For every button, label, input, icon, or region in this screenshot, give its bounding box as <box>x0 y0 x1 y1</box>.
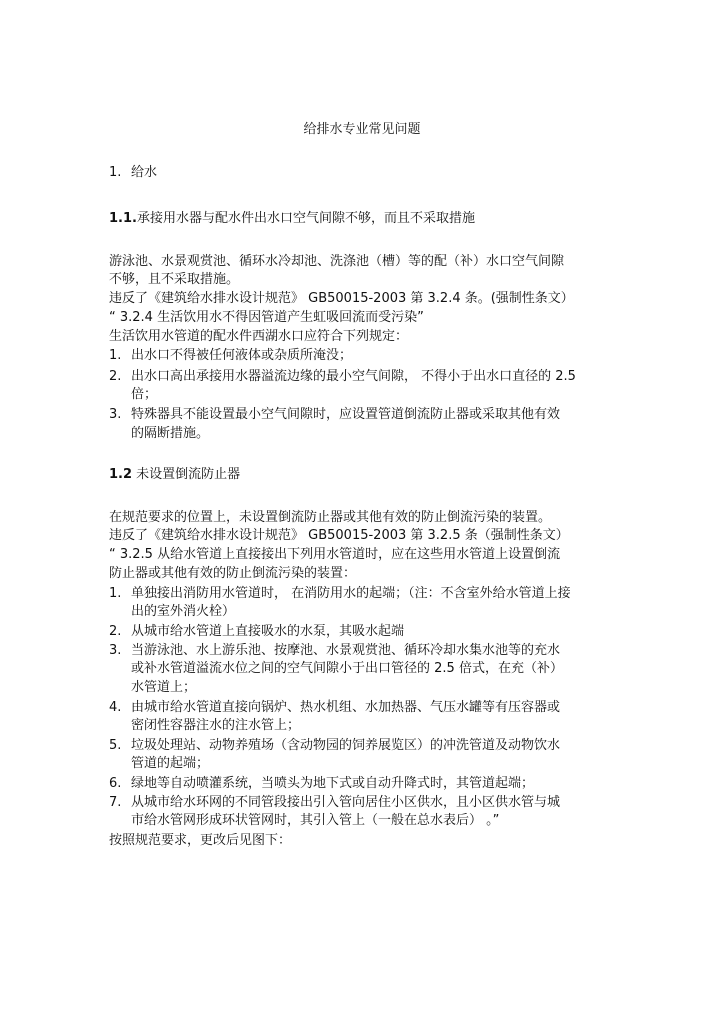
s12-violation: 违反了《建筑给水排水设计规范》 GB50015-2003 第 3.2.5 条（强制性条文） <box>109 528 569 543</box>
s11-item-2-number: 2. <box>109 369 122 384</box>
s11-item-1-line1: 出水口不得被任何液体或杂质所淹没； <box>131 348 353 363</box>
s12-item-3-line1: 当游泳池、水上游乐池、按摩池、水景观赏池、循环冷却水集水池等的充水 <box>131 643 561 658</box>
section-1-heading: 给水 <box>131 165 158 180</box>
s11-quote: “ 3.2.4 生活饮用水不得因管道产生虹吸回流而受污染” <box>109 310 424 325</box>
s12-closing: 按照规范要求，更改后见图下： <box>109 833 292 848</box>
s12-item-5-line2: 管道的起端； <box>131 756 210 771</box>
s12-item-5-number: 5. <box>109 738 122 753</box>
s11-para-line1: 游泳池、水景观赏池、循环水冷却池、洗涤池（槽）等的配（补）水口空气间隙 <box>109 254 565 269</box>
s12-item-4-line1: 由城市给水管道直接向锅炉、热水机组、水加热器、气压水罐等有压容器或 <box>131 700 561 715</box>
section-1-2-title: 未设置倒流防止器 <box>136 467 241 482</box>
document-title: 给排水专业常见问题 <box>303 122 421 137</box>
s11-item-2-line1: 出水口高出承接用水器溢流边缘的最小空气间隙， 不得小于出水口直径的 2.5 <box>131 369 576 384</box>
s11-item-3-line2: 的隔断措施。 <box>131 426 210 441</box>
s12-item-7-line2: 市给水管网形成环状管网时，其引入管上（一般在总水表后） 。” <box>131 813 500 828</box>
s12-item-7-line1: 从城市给水环网的不同管段接出引入管向居住小区供水，且小区供水管与城 <box>131 795 561 810</box>
s11-item-3-number: 3. <box>109 407 122 422</box>
section-1-number: 1. <box>109 165 122 180</box>
s12-item-2-line1: 从城市给水管道上直接吸水的水泵，其吸水起端 <box>131 624 405 639</box>
s12-item-3-number: 3. <box>109 643 122 658</box>
s12-item-1-number: 1. <box>109 586 122 601</box>
s12-item-6-number: 6. <box>109 776 122 791</box>
s11-intro: 生活饮用水管道的配水件西湖水口应符合下列规定： <box>109 329 409 344</box>
s11-item-3-line1: 特殊器具不能设置最小空气间隙时，应设置管道倒流防止器或采取其他有效 <box>131 407 561 422</box>
section-1-1-title: 承接用水器与配水件出水口空气间隙不够，而且不采取措施 <box>136 211 475 226</box>
section-1-2-heading <box>109 466 240 484</box>
s11-item-1-number: 1. <box>109 348 122 363</box>
s12-item-6-line1: 绿地等自动喷灌系统，当喷头为地下式或自动升降式时，其管道起端； <box>131 776 535 791</box>
section-1-1-heading <box>109 210 475 228</box>
s12-item-1-line2: 出的室外消火栓） <box>131 604 236 619</box>
s12-quote-line1: “ 3.2.5 从给水管道上直接接出下列用水管道时，应在这些用水管道上设置倒流 <box>109 547 561 562</box>
s11-violation: 违反了《建筑给水排水设计规范》 GB50015-2003 第 3.2.4 条。(强制性条文） <box>109 291 574 306</box>
s12-item-3-line3: 水管道上； <box>131 680 197 695</box>
s12-item-4-number: 4. <box>109 700 122 715</box>
s12-item-3-line2: 或补水管道溢流水位之间的空气间隙小于出口管径的 2.5 倍式，在充（补） <box>131 661 563 676</box>
section-1-2-number: 1.2 <box>109 467 133 482</box>
s12-para: 在规范要求的位置上，未设置倒流防止器或其他有效的防止倒流污染的装置。 <box>109 510 552 525</box>
s11-item-2-line2: 倍； <box>131 387 158 402</box>
section-1-1-number: 1.1. <box>109 211 137 226</box>
s12-item-2-number: 2. <box>109 624 122 639</box>
s11-para-line2: 不够，且不采取措施。 <box>109 272 240 287</box>
s12-item-7-number: 7. <box>109 795 122 810</box>
s12-item-5-line1: 垃圾处理站、动物养殖场（含动物园的饲养展览区）的冲洗管道及动物饮水 <box>131 738 561 753</box>
s12-quote-line2: 防止器或其他有效的防止倒流污染的装置： <box>109 566 357 581</box>
s12-item-1-line1: 单独接出消防用水管道时， 在消防用水的起端；（注：不含室外给水管道上接 <box>131 586 571 601</box>
s12-item-4-line2: 密闭性容器注水的注水管上； <box>131 718 301 733</box>
